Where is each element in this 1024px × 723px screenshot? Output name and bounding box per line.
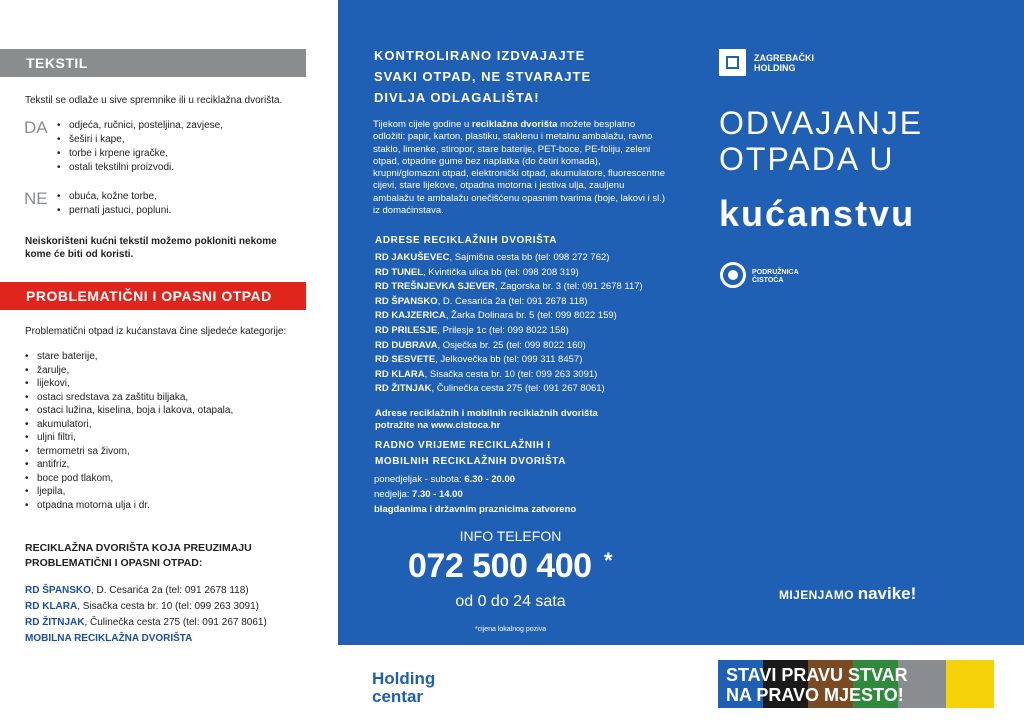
web-note-line: potražite na www.cistoca.hr [375, 420, 501, 431]
rd-name: MOBILNA RECIKLAŽNA DVORIŠTA [25, 633, 193, 644]
slogan [779, 584, 916, 604]
logo-line: Holding [372, 669, 436, 688]
rd-address: , Kvintička ulica bb (tel: 098 208 319) [423, 266, 579, 278]
list-item: • antifriz, [25, 458, 233, 472]
problematicni-header: PROBLEMATIČNI I OPASNI OTPAD [0, 282, 306, 310]
stavi-pravu-stvar-slogan [726, 665, 908, 705]
stavi-line: NA PRAVO MJESTO! [726, 685, 904, 705]
tekstil-header: TEKSTIL [0, 49, 306, 77]
phone-price-note: *cijena lokalnog poziva [474, 626, 547, 633]
right-panel [683, 0, 1024, 645]
phone-number[interactable]: 072 500 400 [408, 547, 592, 585]
info-phone-label: INFO TELEFON [459, 528, 562, 544]
hours-label: ponedjeljak - subota: [374, 474, 465, 485]
stavi-line: STAVI PRAVU STVAR [726, 665, 908, 685]
hours-row [374, 487, 576, 502]
phone-hours: od 0 do 24 sata [455, 593, 566, 610]
hours-value: 7.30 - 14.00 [412, 489, 463, 500]
hours-label: nedjelja: [374, 489, 413, 500]
problematicni-list [25, 350, 233, 512]
hours-row [374, 472, 576, 487]
list-item: • lijekovi, [25, 377, 233, 391]
phone-asterisk: * [604, 548, 613, 573]
list-item: • otpadna motorna ulja i dr. [25, 499, 233, 513]
radno-title-line: RADNO VRIJEME RECIKLAŽNIH I [375, 440, 551, 451]
brand-line: HOLDING [754, 63, 796, 73]
rd-address: , Žarka Dolinara br. 5 (tel: 099 8022 159) [445, 310, 617, 322]
address-row [375, 339, 643, 354]
headline-line: SVAKI OTPAD, NE STVARAJTE [374, 69, 592, 84]
address-row [375, 309, 643, 324]
left-panel [0, 0, 338, 723]
brand-name [754, 53, 814, 73]
rd-name: RD ŽITNJAK [375, 383, 432, 395]
list-item: • uljni filtri, [25, 431, 233, 445]
zagrebacki-holding-logo-icon [719, 49, 746, 76]
hours-value: 6.30 - 20.00 [464, 474, 516, 485]
list-item: • stare baterije, [25, 350, 233, 364]
rd-name: RD KAJZERICA [375, 310, 446, 322]
title-line: OTPADA U [719, 141, 895, 177]
web-note-line: Adrese reciklažnih i mobilnih reciklažnih dvorišta [375, 408, 598, 419]
radno-title-line: MOBILNIH RECIKLAŽNIH DVORIŠTA [375, 456, 567, 467]
address-row [375, 353, 643, 368]
slogan-text: MIJENJAMO [779, 588, 858, 602]
address-row [375, 368, 643, 383]
tekstil-note: Neiskorišteni kućni tekstil možemo pokloniti nekome kome će biti od koristi. [25, 236, 277, 260]
headline-line: DIVLJA ODLAGALIŠTA! [374, 90, 540, 105]
rd-address: , D. Cesarića 2a (tel: 091 2678 118) [437, 295, 588, 307]
sub-brand-line: PODRUŽNICA [752, 269, 799, 276]
rd-entry [25, 600, 259, 613]
rd-address: , Jelkovečka bb (tel: 099 311 8457) [435, 354, 583, 366]
rd-name: RD TUNEL [375, 266, 424, 278]
address-row [375, 324, 643, 339]
list-item: • odjeća, ručnici, posteljina, zavjese, [57, 119, 223, 133]
title-script: kućanstvu [719, 193, 916, 234]
list-item: • ostaci lužina, kiselina, boja i lakova, otapala, [25, 404, 233, 418]
list-item: • akumulatori, [25, 418, 233, 432]
rd-name: RD TREŠNJEVKA SJEVER [375, 281, 496, 293]
rd-address: , Čulinečka cesta 275 (tel: 091 267 8061) [431, 383, 605, 395]
logo-line: centar [372, 687, 424, 706]
list-item: • obuća, kožne torbe, [57, 190, 171, 204]
cistoca-logo-icon [720, 262, 746, 288]
sub-brand [752, 269, 799, 285]
headline-line: KONTROLIRANO IZDVAJAJTE [374, 48, 586, 63]
sub-brand-line: ČISTOĆA [752, 277, 784, 284]
main-title [719, 105, 923, 177]
rd-name: RD PRILESJE [375, 324, 438, 336]
list-item: • ostaci sredstava za zaštitu biljaka, [25, 391, 233, 405]
tekstil-intro: Tekstil se odlaže u sive spremnike ili u reciklažna dvorišta. [25, 95, 283, 106]
rd-address: , Osječka br. 25 (tel: 099 8022 160) [437, 339, 586, 351]
da-list [57, 119, 223, 175]
rd-name: RD DUBRAVA [375, 339, 438, 351]
para-text: možete besplatno odložiti: papir, karton, plastiku, staklenu i metalnu ambalažu, ravno staklo, limenke, stiropor, stare baterije, PET-boce, PE-foliju, zeleni otpad, otpadne gume bez naplatka (do četiri komada), krupni/glomazni otpad, elektronički otpad, akumulatore, fluorescentne cijevi, stare lijekove, otpadna motorna i jestiva ulja, zauljenu ambalažu te ambalažu onečišćenu opasnim tvarima (boje, lakovi i sl.) iz domaćinstava. [373, 119, 666, 217]
slogan-script: navike! [857, 584, 917, 603]
rd-name: RD ŽITNJAK [25, 617, 85, 628]
para-text: Tijekom cijele godine u [373, 119, 472, 130]
opening-hours [374, 472, 576, 517]
rd-name: RD KLARA [25, 601, 78, 612]
brand-line: ZAGREBAČKI [754, 53, 814, 63]
title-line: ODVAJANJE [719, 105, 924, 141]
rd-address: , Prilesje 1c (tel: 099 8022 158) [437, 324, 569, 336]
list-item: • žarulje, [25, 364, 233, 378]
rd-address: , Sajmišna cesta bb (tel: 098 272 762) [449, 252, 610, 263]
intro-paragraph [373, 119, 668, 217]
list-item: • boce pod tlakom, [25, 472, 233, 486]
rd-address: , Sisačka cesta br. 10 (tel: 099 263 3091) [424, 368, 598, 380]
web-note [375, 408, 598, 432]
holidays-note: blagdanima i državnim praznicima zatvoreno [374, 504, 577, 515]
address-row [375, 251, 643, 266]
rd-entry [25, 584, 249, 597]
list-item: • šeširi i kape, [57, 133, 223, 147]
address-list [375, 251, 643, 397]
rd-name: RD JAKUŠEVEC [375, 252, 450, 263]
rd-name: RD ŠPANSKO [375, 295, 438, 307]
adrese-title: ADRESE RECIKLAŽNIH DVORIŠTA [375, 235, 558, 246]
rd-entry [25, 632, 192, 645]
stripe-yellow [946, 660, 994, 708]
address-row [375, 280, 643, 295]
ne-label: NE [24, 189, 48, 208]
address-row [375, 266, 643, 281]
rd-address: , Čulinečka cesta 275 (tel: 091 267 8061) [84, 617, 267, 628]
list-item: • termometri sa živom, [25, 445, 233, 459]
list-item: • torbe i krpene igračke, [57, 147, 223, 161]
radno-title [375, 438, 566, 470]
rd-name: RD KLARA [375, 368, 425, 380]
problematicni-intro: Problematični otpad iz kućanstava čine sljedeće kategorije: [25, 326, 287, 337]
list-item: • ljepila, [25, 485, 233, 499]
list-item: • pernati jastuci, popluni. [57, 204, 171, 218]
address-row [375, 295, 643, 310]
dvorista-title: RECIKLAŽNA DVORIŠTA KOJA PREUZIMAJU PROBLEMATIČNI I OPASNI OTPAD: [25, 542, 252, 569]
rd-name: RD SESVETE [375, 354, 436, 366]
rd-address: , Sisačka cesta br. 10 (tel: 099 263 3091) [77, 601, 259, 612]
rd-address: , Zagorska br. 3 (tel: 091 2678 117) [495, 281, 643, 293]
middle-headline [374, 45, 591, 108]
middle-panel [338, 0, 683, 645]
list-item: • ostali tekstilni proizvodi. [57, 161, 223, 175]
holding-centar-logo [372, 670, 435, 706]
address-row [375, 382, 643, 397]
para-bold: reciklažna dvorišta [471, 119, 558, 130]
da-label: DA [24, 118, 48, 137]
rd-entry [25, 616, 267, 629]
rd-address: , D. Cesarića 2a (tel: 091 2678 118) [90, 585, 249, 596]
ne-list [57, 190, 171, 218]
rd-name: RD ŠPANSKO [25, 585, 91, 596]
